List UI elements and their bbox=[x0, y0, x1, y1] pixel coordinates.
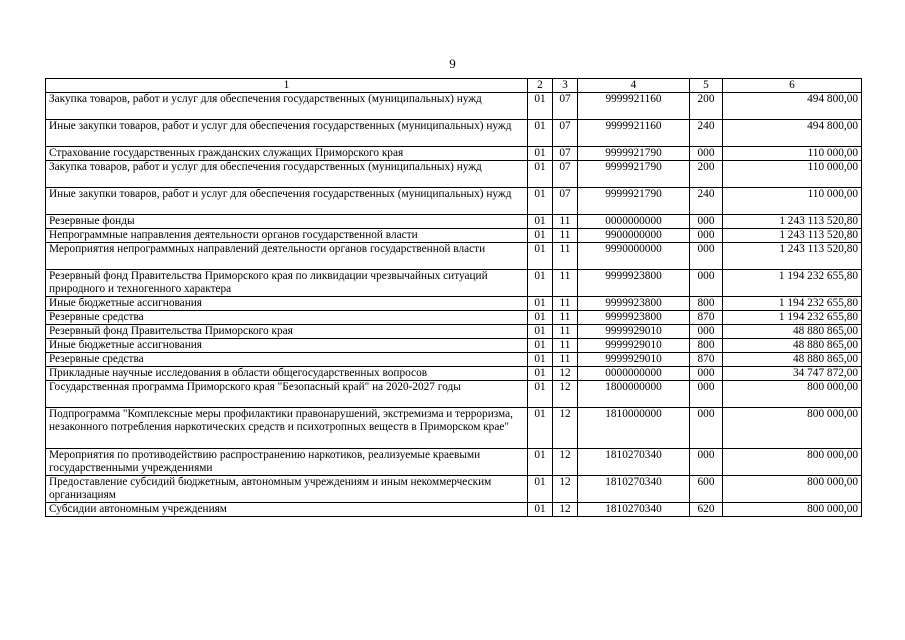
row-subsection: 11 bbox=[553, 339, 578, 353]
row-amount: 800 000,00 bbox=[723, 408, 862, 449]
row-section: 01 bbox=[528, 449, 553, 476]
row-subsection: 11 bbox=[553, 325, 578, 339]
row-subsection: 11 bbox=[553, 353, 578, 367]
column-header: 4 bbox=[578, 79, 690, 93]
row-expense-type: 600 bbox=[690, 476, 723, 503]
row-name: Непрограммные направления деятельности органов государственной власти bbox=[46, 229, 528, 243]
row-target-article: 9999923800 bbox=[578, 311, 690, 325]
row-expense-type: 200 bbox=[690, 161, 723, 188]
row-expense-type: 870 bbox=[690, 311, 723, 325]
row-name: Субсидии автономным учреждениям bbox=[46, 503, 528, 517]
row-section: 01 bbox=[528, 325, 553, 339]
row-target-article: 9999921160 bbox=[578, 120, 690, 147]
row-amount: 34 747 872,00 bbox=[723, 367, 862, 381]
row-name: Предоставление субсидий бюджетным, автономным учреждениям и иным некоммерческим организациям bbox=[46, 476, 528, 503]
row-expense-type: 000 bbox=[690, 449, 723, 476]
row-target-article: 9900000000 bbox=[578, 229, 690, 243]
row-name: Иные бюджетные ассигнования bbox=[46, 297, 528, 311]
row-section: 01 bbox=[528, 339, 553, 353]
row-target-article: 1800000000 bbox=[578, 381, 690, 408]
table-row bbox=[46, 311, 862, 325]
row-subsection: 11 bbox=[553, 297, 578, 311]
row-subsection: 11 bbox=[553, 270, 578, 297]
column-header: 3 bbox=[553, 79, 578, 93]
row-subsection: 11 bbox=[553, 229, 578, 243]
row-name: Государственная программа Приморского края "Безопасный край" на 2020-2027 годы bbox=[46, 381, 528, 408]
row-name: Страхование государственных гражданских служащих Приморского края bbox=[46, 147, 528, 161]
row-amount: 1 194 232 655,80 bbox=[723, 270, 862, 297]
table-body bbox=[46, 93, 862, 517]
row-expense-type: 870 bbox=[690, 353, 723, 367]
row-expense-type: 240 bbox=[690, 188, 723, 215]
row-target-article: 1810000000 bbox=[578, 408, 690, 449]
table-row bbox=[46, 297, 862, 311]
row-amount: 800 000,00 bbox=[723, 381, 862, 408]
row-target-article: 9999923800 bbox=[578, 297, 690, 311]
row-target-article: 9999929010 bbox=[578, 353, 690, 367]
column-header: 6 bbox=[723, 79, 862, 93]
row-target-article: 9999921160 bbox=[578, 93, 690, 120]
table-header-row bbox=[46, 79, 862, 93]
row-expense-type: 200 bbox=[690, 93, 723, 120]
row-amount: 494 800,00 bbox=[723, 93, 862, 120]
row-subsection: 11 bbox=[553, 215, 578, 229]
row-subsection: 12 bbox=[553, 476, 578, 503]
row-name: Иные закупки товаров, работ и услуг для обеспечения государственных (муниципальных) нужд bbox=[46, 188, 528, 215]
row-target-article: 9999921790 bbox=[578, 161, 690, 188]
row-section: 01 bbox=[528, 120, 553, 147]
table-row bbox=[46, 243, 862, 270]
column-header: 5 bbox=[690, 79, 723, 93]
page-number: 9 bbox=[449, 56, 456, 71]
row-name: Иные бюджетные ассигнования bbox=[46, 339, 528, 353]
row-subsection: 12 bbox=[553, 449, 578, 476]
row-section: 01 bbox=[528, 381, 553, 408]
table-row bbox=[46, 188, 862, 215]
row-name: Резервный фонд Правительства Приморского края bbox=[46, 325, 528, 339]
row-target-article: 1810270340 bbox=[578, 449, 690, 476]
row-subsection: 12 bbox=[553, 503, 578, 517]
table-row bbox=[46, 353, 862, 367]
row-target-article: 1810270340 bbox=[578, 503, 690, 517]
row-name: Резервные средства bbox=[46, 311, 528, 325]
row-section: 01 bbox=[528, 93, 553, 120]
row-expense-type: 000 bbox=[690, 381, 723, 408]
row-amount: 1 243 113 520,80 bbox=[723, 229, 862, 243]
row-expense-type: 000 bbox=[690, 215, 723, 229]
row-subsection: 07 bbox=[553, 93, 578, 120]
row-amount: 110 000,00 bbox=[723, 161, 862, 188]
table-row bbox=[46, 161, 862, 188]
budget-table bbox=[45, 78, 862, 517]
row-subsection: 07 bbox=[553, 161, 578, 188]
table-row bbox=[46, 215, 862, 229]
row-amount: 1 243 113 520,80 bbox=[723, 215, 862, 229]
row-section: 01 bbox=[528, 147, 553, 161]
row-amount: 800 000,00 bbox=[723, 449, 862, 476]
table-row bbox=[46, 449, 862, 476]
table-row bbox=[46, 381, 862, 408]
row-subsection: 12 bbox=[553, 367, 578, 381]
row-subsection: 12 bbox=[553, 381, 578, 408]
row-section: 01 bbox=[528, 408, 553, 449]
row-target-article: 9999929010 bbox=[578, 325, 690, 339]
row-expense-type: 000 bbox=[690, 325, 723, 339]
row-subsection: 12 bbox=[553, 408, 578, 449]
table-row bbox=[46, 503, 862, 517]
column-header: 2 bbox=[528, 79, 553, 93]
row-expense-type: 000 bbox=[690, 243, 723, 270]
row-subsection: 07 bbox=[553, 120, 578, 147]
table-row bbox=[46, 93, 862, 120]
row-subsection: 11 bbox=[553, 311, 578, 325]
row-amount: 110 000,00 bbox=[723, 188, 862, 215]
row-amount: 48 880 865,00 bbox=[723, 339, 862, 353]
row-target-article: 9999923800 bbox=[578, 270, 690, 297]
row-section: 01 bbox=[528, 161, 553, 188]
row-subsection: 07 bbox=[553, 188, 578, 215]
row-expense-type: 800 bbox=[690, 339, 723, 353]
row-target-article: 9990000000 bbox=[578, 243, 690, 270]
row-target-article: 0000000000 bbox=[578, 215, 690, 229]
row-expense-type: 240 bbox=[690, 120, 723, 147]
row-amount: 110 000,00 bbox=[723, 147, 862, 161]
row-section: 01 bbox=[528, 476, 553, 503]
row-name: Резервные фонды bbox=[46, 215, 528, 229]
table-row bbox=[46, 325, 862, 339]
row-name: Подпрограмма "Комплексные меры профилактики правонарушений, экстремизма и терроризма, незаконного потребления наркотических средств и психотропных веществ в Приморском крае" bbox=[46, 408, 528, 449]
row-target-article: 9999921790 bbox=[578, 147, 690, 161]
row-name: Закупка товаров, работ и услуг для обеспечения государственных (муниципальных) нужд bbox=[46, 93, 528, 120]
row-amount: 494 800,00 bbox=[723, 120, 862, 147]
table-row bbox=[46, 367, 862, 381]
row-amount: 1 194 232 655,80 bbox=[723, 297, 862, 311]
row-expense-type: 800 bbox=[690, 297, 723, 311]
row-amount: 1 243 113 520,80 bbox=[723, 243, 862, 270]
row-name: Мероприятия непрограммных направлений деятельности органов государственной власти bbox=[46, 243, 528, 270]
row-subsection: 07 bbox=[553, 147, 578, 161]
table-row bbox=[46, 339, 862, 353]
row-amount: 800 000,00 bbox=[723, 503, 862, 517]
row-section: 01 bbox=[528, 270, 553, 297]
row-section: 01 bbox=[528, 243, 553, 270]
row-expense-type: 000 bbox=[690, 270, 723, 297]
table-row bbox=[46, 229, 862, 243]
row-target-article: 1810270340 bbox=[578, 476, 690, 503]
row-subsection: 11 bbox=[553, 243, 578, 270]
row-section: 01 bbox=[528, 297, 553, 311]
row-amount: 48 880 865,00 bbox=[723, 353, 862, 367]
row-name: Иные закупки товаров, работ и услуг для обеспечения государственных (муниципальных) нужд bbox=[46, 120, 528, 147]
row-name: Резервный фонд Правительства Приморского края по ликвидации чрезвычайных ситуаций природного и техногенного характера bbox=[46, 270, 528, 297]
row-amount: 48 880 865,00 bbox=[723, 325, 862, 339]
table-row bbox=[46, 120, 862, 147]
row-section: 01 bbox=[528, 188, 553, 215]
row-target-article: 9999921790 bbox=[578, 188, 690, 215]
row-expense-type: 000 bbox=[690, 367, 723, 381]
row-section: 01 bbox=[528, 503, 553, 517]
table-row bbox=[46, 147, 862, 161]
row-name: Резервные средства bbox=[46, 353, 528, 367]
row-section: 01 bbox=[528, 367, 553, 381]
row-target-article: 9999929010 bbox=[578, 339, 690, 353]
row-name: Закупка товаров, работ и услуг для обеспечения государственных (муниципальных) нужд bbox=[46, 161, 528, 188]
column-header: 1 bbox=[46, 79, 528, 93]
row-name: Прикладные научные исследования в области общегосударственных вопросов bbox=[46, 367, 528, 381]
row-expense-type: 000 bbox=[690, 147, 723, 161]
row-expense-type: 000 bbox=[690, 408, 723, 449]
row-expense-type: 000 bbox=[690, 229, 723, 243]
row-section: 01 bbox=[528, 311, 553, 325]
table-row bbox=[46, 476, 862, 503]
row-target-article: 0000000000 bbox=[578, 367, 690, 381]
row-amount: 800 000,00 bbox=[723, 476, 862, 503]
row-section: 01 bbox=[528, 229, 553, 243]
table-row bbox=[46, 270, 862, 297]
row-section: 01 bbox=[528, 353, 553, 367]
row-expense-type: 620 bbox=[690, 503, 723, 517]
row-name: Мероприятия по противодействию распространению наркотиков, реализуемые краевыми государственными учреждениями bbox=[46, 449, 528, 476]
row-section: 01 bbox=[528, 215, 553, 229]
table-row bbox=[46, 408, 862, 449]
row-amount: 1 194 232 655,80 bbox=[723, 311, 862, 325]
